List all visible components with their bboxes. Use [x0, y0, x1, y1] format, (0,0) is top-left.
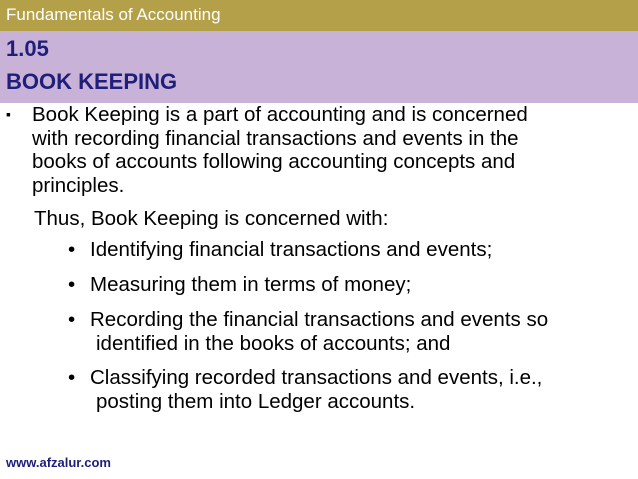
- bullet-item: [68, 238, 635, 262]
- bullet-item: [68, 366, 635, 413]
- bullet-line: Measuring them in terms of money;: [90, 273, 412, 296]
- round-bullet-icon: •: [68, 273, 76, 296]
- section-title: BOOK KEEPING: [6, 69, 178, 94]
- round-bullet-icon: •: [68, 308, 76, 331]
- header-title: Fundamentals of Accounting: [6, 5, 221, 24]
- bullet-item: [68, 273, 635, 297]
- footer-website-link[interactable]: www.afzalur.com: [6, 455, 111, 470]
- intro-line: principles.: [32, 173, 125, 197]
- bullet-line: Recording the financial transactions and events so: [90, 308, 549, 331]
- bullet-item: [68, 308, 635, 355]
- intro-line: books of accounts following accounting concepts and: [32, 150, 516, 173]
- bullet-line: identified in the books of accounts; and: [96, 331, 451, 355]
- header-band: [0, 0, 638, 31]
- intro-paragraph: [6, 103, 632, 197]
- bullet-line: posting them into Ledger accounts.: [96, 389, 416, 413]
- section-number: 1.05: [6, 36, 49, 61]
- bullet-line: Identifying financial transactions and events;: [90, 238, 493, 261]
- square-bullet-icon: ▪: [6, 106, 11, 122]
- title-band: [0, 31, 638, 103]
- thus-line: Thus, Book Keeping is concerned with:: [34, 207, 389, 230]
- round-bullet-icon: •: [68, 238, 76, 261]
- bullet-line: Classifying recorded transactions and events, i.e.,: [90, 366, 543, 389]
- intro-line: with recording financial transactions and events in the: [32, 126, 519, 150]
- intro-line: Book Keeping is a part of accounting and is concerned: [32, 103, 528, 126]
- round-bullet-icon: •: [68, 366, 76, 389]
